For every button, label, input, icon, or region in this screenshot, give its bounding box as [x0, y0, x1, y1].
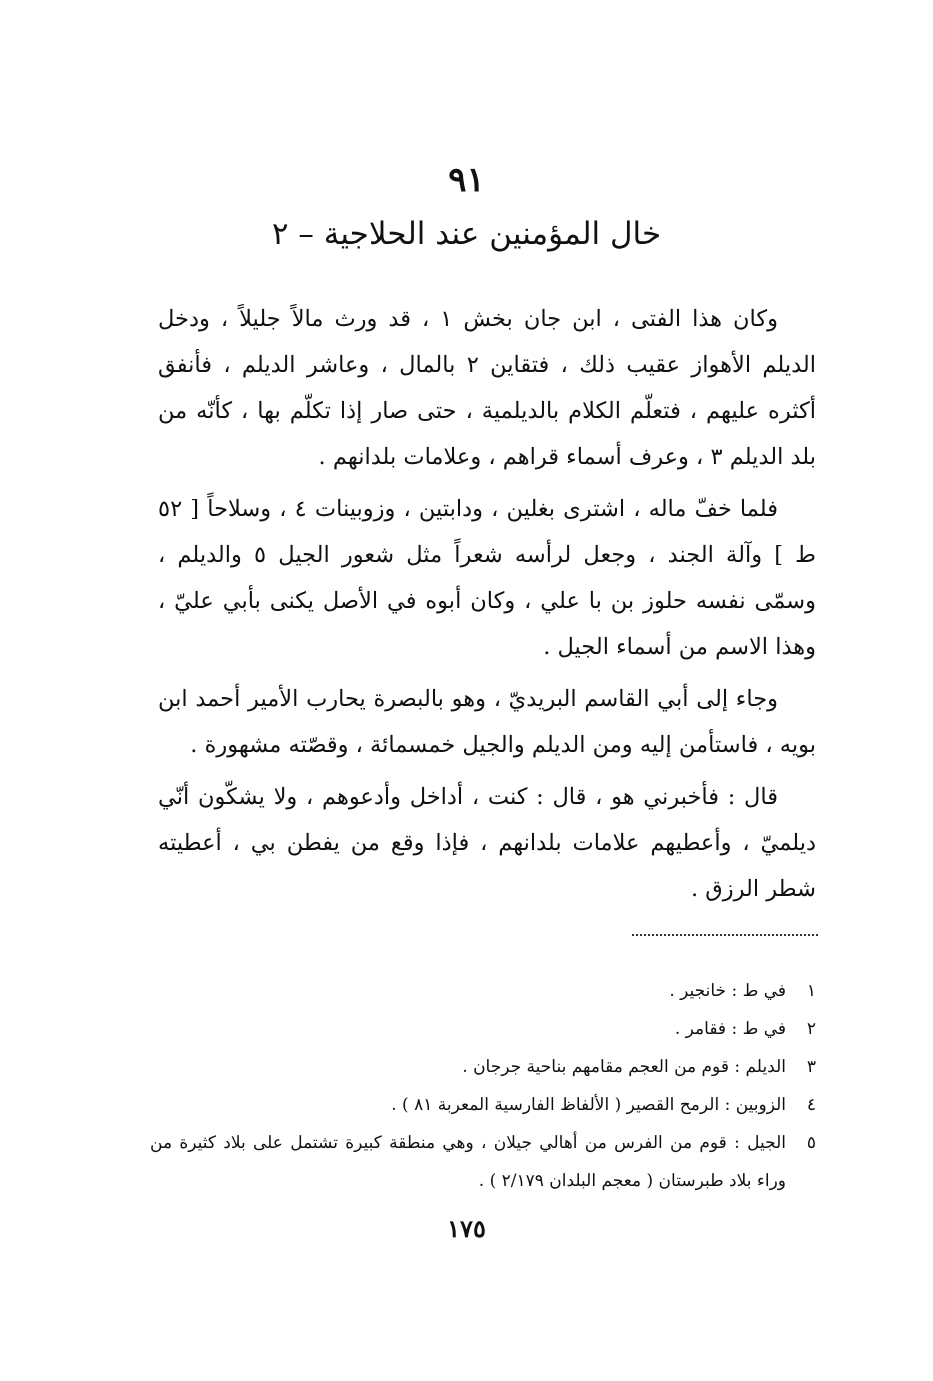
- section-title: خال المؤمنين عند الحلاجية – ٢: [271, 216, 662, 252]
- section-number: ٩١: [448, 160, 485, 200]
- footnote-number: ٥: [806, 1133, 816, 1153]
- footnote-text: في ط : خانجير .: [669, 981, 786, 1001]
- footnote-text: في ط : فقامر .: [674, 1019, 786, 1039]
- footnote: [150, 1124, 816, 1200]
- body-text: [158, 296, 816, 918]
- paragraph: قال : فأخبرني هو ، قال : كنت ، أداخل وأدعوهم ، ولا يشكّون أنّي ديلميّ ، وأعطيهم علامات بلدانهم ، فإذا وقع من يفطن بي ، أعطيته شطر الرزق .: [158, 784, 816, 902]
- footnotes: [150, 972, 816, 1200]
- footnote-text: الزوبين : الرمح القصير ( الألفاظ الفارسية المعربة ٨١ ) .: [391, 1095, 786, 1115]
- footnote-divider: [632, 934, 818, 936]
- footnote-number: ٢: [806, 1019, 816, 1039]
- page-number: ١٧٥: [447, 1214, 486, 1243]
- footnote-number: ٤: [806, 1095, 816, 1115]
- paragraph: فلما خفّ ماله ، اشترى بغلين ، ودابتين ، وزوبينات ٤ ، وسلاحاً [ ٥٢ ط ] وآلة الجند ، وجعل لرأسه شعراً مثل شعور الجيل ٥ والديلم ، وسمّى نفسه حلوز بن با علي ، وكان أبوه في الأصل يكنى بأبي عليّ ، وهذا الاسم من أسماء الجيل .: [158, 496, 816, 660]
- footnote: [150, 1010, 816, 1048]
- footnote-text: الجيل : قوم من الفرس من أهالي جيلان ، وهي منطقة كبيرة تشتمل على بلاد كثيرة من وراء بلاد طبرستان ( معجم البلدان ٢/١٧٩ ) .: [150, 1133, 786, 1191]
- footnote: [150, 1086, 816, 1124]
- footnote-number: ٣: [806, 1057, 816, 1077]
- footnote: [150, 1048, 816, 1086]
- footnote-text: الديلم : قوم من العجم مقامهم بناحية جرجان .: [462, 1057, 786, 1077]
- footnote-number: ١: [806, 981, 816, 1001]
- paragraph: وجاء إلى أبي القاسم البريديّ ، وهو بالبصرة يحارب الأمير أحمد ابن بويه ، فاستأمن إليه ومن الديلم والجيل خمسمائة ، وقصّته مشهورة .: [158, 686, 816, 758]
- footnote: [150, 972, 816, 1010]
- paragraph: وكان هذا الفتى ، ابن جان بخش ١ ، قد ورث مالاً جليلاً ، ودخل الديلم الأهواز عقيب ذلك ، فتقاين ٢ بالمال ، وعاشر الديلم ، فأنفق أكثره عليهم ، فتعلّم الكلام بالديلمية ، حتى صار إذا تكلّم بها ، كأنّه من بلد الديلم ٣ ، وعرف أسماء قراهم ، وعلامات بلدانهم .: [158, 306, 817, 470]
